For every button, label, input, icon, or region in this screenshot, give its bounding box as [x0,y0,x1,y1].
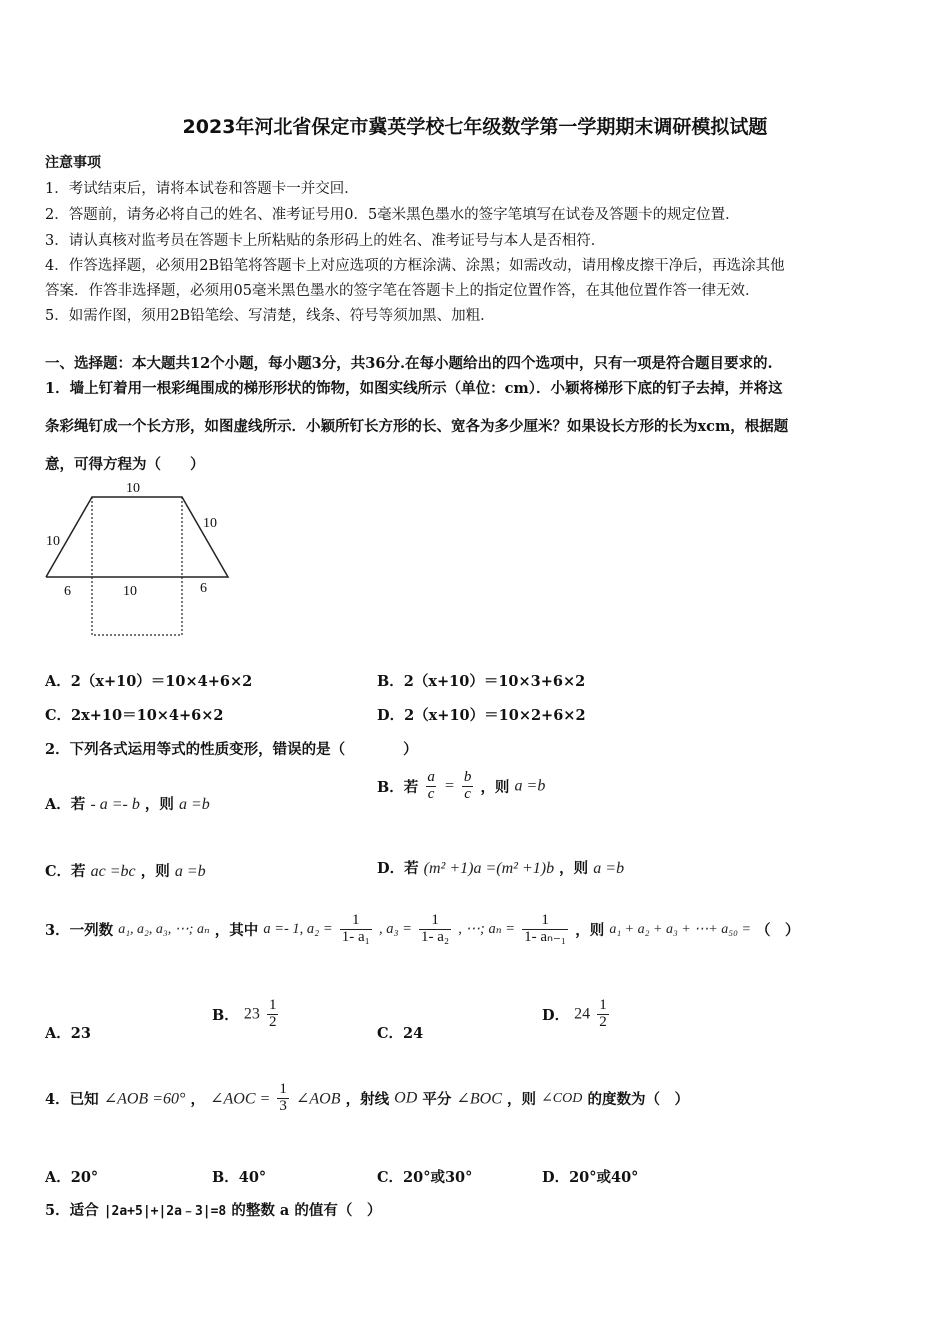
q1-option-b: B．2（x+10）＝10×3+6×2 [377,673,586,690]
notice-item: 3．请认真核对监考员在答题卡上所粘贴的条形码上的姓名、准考证号与本人是否相符． [45,233,606,249]
q4-option-a: A．20° [45,1169,99,1186]
label-bottom-right: 6 [200,581,207,596]
label-top: 10 [126,481,140,496]
q4-option-c: C．20°或30° [377,1169,473,1186]
q1-line: 条彩绳钉成一个长方形，如图虚线所示．小颖所钉长方形的长、宽各为多少厘米？如果设长方形的长为xcm，根据题 [45,418,789,435]
q4-option-b: B．40° [212,1169,267,1186]
trapezoid-diagram [40,475,240,645]
notice-item: 2．答题前，请务必将自己的姓名、准考证号用0．5毫米黑色墨水的签字笔填写在试卷及答题卡的规定位置． [45,207,740,223]
q4-option-d: D．20°或40° [542,1169,639,1186]
rectangle-dashed [92,497,182,635]
section-heading: 一、选择题：本大题共12个小题，每小题3分，共36分.在每小题给出的四个选项中，只有一项是符合题目要求的. [45,355,773,372]
label-left: 10 [46,534,60,549]
q5-stem: 5．适合 |2a+5|+|2a﹣3|=8 的整数 a 的值有（ ） [45,1202,382,1219]
q3-option-d: D． 24 $\frac{1}{2}$ [542,997,607,1030]
q2-option-b: B．若 $\frac{a}{c}$ = $\frac{b}{c}$ ，则 a =b [377,769,546,802]
q1-option-c: C．2x+10＝10×4+6×2 [45,707,224,724]
label-bottom-mid: 10 [123,584,137,599]
q3-option-b: B． 23 $\frac{1}{2}$ [212,997,277,1030]
label-right: 10 [203,516,217,531]
q2-option-d: D．若 (m² +1)a =(m² +1)b ，则 a =b [377,860,625,877]
q2-option-c: C．若 ac =bc ，则 a =b [45,863,206,880]
notice-item: 答案．作答非选择题，必须用05毫米黑色墨水的签字笔在答题卡上的指定位置作答，在其他位置作答一律无效． [45,283,760,299]
q1-option-a: A．2（x+10）＝10×4+6×2 [45,673,253,690]
q1-line: 意，可得方程为（ ） [45,456,205,473]
q3-stem: 3．一列数 a₁, a₂, a₃, ⋯; aₙ ，其中 a =- 1, a₂ = $\frac{1}{\text{1- a₁}}$ , a₃ = $\frac{1}{\text{1- a₂}}$ , ⋯; aₙ = $\frac{1}{\text{1- aₙ₋₁}}$ ，则 a₁ + a₂ + a₃ + ⋯+ a₅₀ = （ ） [45,912,800,945]
trapezoid-outline [46,497,228,577]
label-bottom-left: 6 [64,584,71,599]
q1-line: 1．墙上钉着用一根彩绳围成的梯形形状的饰物，如图实线所示（单位：cm）．小颖将梯形下底的钉子去掉，并将这 [45,380,783,397]
q2-option-a: A．若 - a =- b ，则 a =b [45,796,210,813]
notice-item: 4．作答选择题，必须用2B铅笔将答题卡上对应选项的方框涂满、涂黑；如需改动，请用橡皮擦干净后，再选涂其他 [45,258,785,274]
q3-option-c: C．24 [377,1025,424,1042]
notice-item: 5．如需作图，须用2B铅笔绘、写清楚，线条、符号等须加黑、加粗． [45,308,495,324]
notice-item: 1．考试结束后，请将本试卷和答题卡一并交回． [45,181,359,197]
q4-stem: 4．已知 ∠AOB =60° ， ∠AOC = $\frac{1}{3}$ ∠AOB ，射线 OD 平分 ∠BOC ，则 ∠COD 的度数为（ ） [45,1081,689,1114]
q3-option-a: A．23 [45,1025,91,1042]
q2-stem: 2．下列各式运用等式的性质变形，错误的是（ ） [45,741,418,758]
page-title: 2023年河北省保定市冀英学校七年级数学第一学期期末调研模拟试题 [182,116,768,138]
q1-option-d: D．2（x+10）＝10×2+6×2 [377,707,586,724]
notice-heading: 注意事项 [45,155,101,171]
